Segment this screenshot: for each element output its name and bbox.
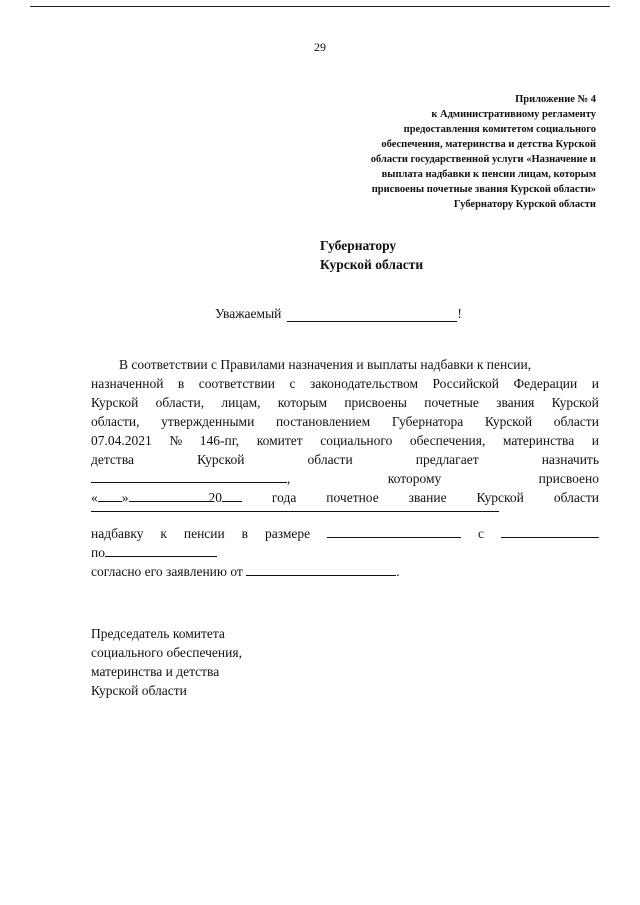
appendix-line: области государственной услуги «Назначение и xyxy=(370,154,596,165)
body-word: которым xyxy=(277,395,328,410)
body-word: комитет xyxy=(256,433,303,448)
appendix-line: присвоены почетные звания Курской области» xyxy=(371,184,596,195)
body-word: постановлением xyxy=(275,414,371,429)
body-word: к xyxy=(160,526,167,541)
body-word: 146-пг, xyxy=(199,433,240,448)
period: . xyxy=(396,564,400,579)
letter-body xyxy=(91,355,599,581)
body-text: В соответствии с Правилами назначения и выплаты надбавки к пенсии, xyxy=(119,357,532,372)
body-line xyxy=(91,562,599,581)
body-word: Федерации xyxy=(513,376,578,391)
body-word: Курской xyxy=(91,395,139,410)
month-blank[interactable] xyxy=(129,488,209,502)
body-word: Курской xyxy=(197,452,245,467)
appendix-line: предоставления комитетом социального xyxy=(403,124,596,135)
addressee-block xyxy=(320,236,423,274)
spacer xyxy=(91,512,599,524)
close-quote: » xyxy=(121,490,129,505)
body-word: обеспечения, xyxy=(409,433,486,448)
signature-line: Курской области xyxy=(91,683,187,698)
application-date-blank[interactable] xyxy=(246,562,396,576)
body-word: 07.04.2021 xyxy=(91,433,152,448)
body-word: и xyxy=(591,376,599,391)
greeting-word: Уважаемый xyxy=(215,306,282,321)
body-word: почетные xyxy=(424,395,479,410)
top-border-line xyxy=(30,6,610,7)
appendix-line: выплата надбавки к пенсии лицам, которым xyxy=(381,169,596,180)
body-word: Курской xyxy=(476,490,524,505)
body-word: области xyxy=(553,414,599,429)
body-line xyxy=(91,469,599,488)
body-word: области, xyxy=(155,395,205,410)
start-date-blank[interactable] xyxy=(501,524,599,538)
body-line xyxy=(91,543,599,562)
body-word: Курской xyxy=(551,395,599,410)
signature-block xyxy=(91,624,242,700)
body-word: детства xyxy=(91,452,135,467)
body-word: года xyxy=(271,490,297,505)
body-word: законодательством xyxy=(309,376,419,391)
body-text: согласно его заявлению от xyxy=(91,564,243,579)
body-word: области xyxy=(553,490,599,505)
body-word: которому xyxy=(387,471,442,486)
body-word: присвоены xyxy=(344,395,407,410)
body-word: и xyxy=(591,433,599,448)
body-word: Российской xyxy=(432,376,500,391)
body-line xyxy=(91,412,599,431)
body-word: почетное xyxy=(326,490,379,505)
body-word: звание xyxy=(408,490,447,505)
body-word: с xyxy=(289,376,296,391)
body-fragment xyxy=(91,469,290,488)
body-line xyxy=(91,450,599,469)
body-line xyxy=(91,393,599,412)
body-line xyxy=(91,355,599,374)
body-word: предлагает xyxy=(415,452,479,467)
body-word: назначить xyxy=(541,452,599,467)
addressee-line: Губернатору xyxy=(320,238,397,253)
greeting-exclamation: ! xyxy=(457,306,462,321)
body-line xyxy=(91,431,599,450)
body-word: соответствии xyxy=(198,376,276,391)
amount-blank[interactable] xyxy=(327,524,461,538)
day-blank[interactable] xyxy=(98,488,122,502)
end-date-blank[interactable] xyxy=(105,543,217,557)
body-word: материнства xyxy=(502,433,575,448)
body-word: с xyxy=(477,526,484,541)
body-word: лицам, xyxy=(221,395,261,410)
body-word: в xyxy=(177,376,185,391)
recipient-name-blank[interactable] xyxy=(287,307,457,322)
body-line xyxy=(91,374,599,393)
body-word: Курской xyxy=(484,414,533,429)
body-word: присвоено xyxy=(538,471,599,486)
body-word: пенсии xyxy=(183,526,225,541)
appendix-line: Приложение № 4 xyxy=(515,94,596,105)
body-line xyxy=(91,488,599,507)
signature-line: материнства и детства xyxy=(91,664,220,679)
appendix-line: обеспечения, материнства и детства Курской xyxy=(381,139,596,150)
body-word: № xyxy=(169,433,183,448)
body-word: области xyxy=(307,452,353,467)
signature-line: Председатель комитета xyxy=(91,626,225,641)
body-line xyxy=(91,524,599,543)
recipient-fullname-blank[interactable] xyxy=(91,469,287,483)
greeting-line xyxy=(215,306,462,322)
body-word: области, xyxy=(91,414,140,429)
appendix-line: к Административному регламенту xyxy=(431,109,596,120)
signature-line: социального обеспечения, xyxy=(91,645,242,660)
body-word: утвержденными xyxy=(161,414,255,429)
open-quote: « xyxy=(91,490,98,505)
year-prefix: 20 xyxy=(208,490,222,505)
body-word: звания xyxy=(496,395,535,410)
date-fragment xyxy=(91,488,242,507)
appendix-header xyxy=(296,92,596,212)
comma: , xyxy=(287,471,291,486)
year-blank[interactable] xyxy=(222,488,242,502)
page-number: 29 xyxy=(314,40,326,54)
body-word: назначенной xyxy=(91,376,164,391)
body-word: Губернатора xyxy=(391,414,464,429)
addressee-line: Курской области xyxy=(320,257,424,272)
body-word: социального xyxy=(320,433,393,448)
body-word: по xyxy=(91,545,105,560)
body-word: надбавку xyxy=(91,526,144,541)
body-word: в xyxy=(241,526,249,541)
body-word: размере xyxy=(264,526,311,541)
appendix-line: Губернатору Курской области xyxy=(453,199,596,210)
